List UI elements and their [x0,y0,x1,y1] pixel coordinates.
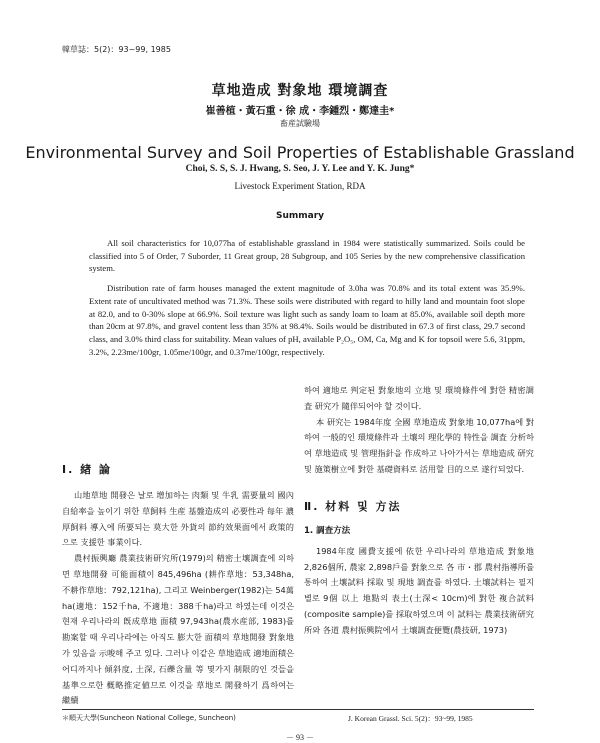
intro-paragraph-4: 本 研究는 1984年度 全國 草地造成 對象地 10,077ha에 對하여 一般的인 環境條件과 土壤의 理化學的 特性을 調査 分析하여 草地造成 및 管理指針을 作成하고 나아가서는 草地造成 研究 및 施策樹立에 對한 基礎資料로 活用할 目的으로 遂行되었다. [304,416,534,474]
page-number: － 93 － [286,733,314,742]
materials-heading: Ⅱ. 材料 및 方法 [304,499,402,513]
footer-journal-reference: J. Korean Grassl. Sci. 5(2)：93~99, 1985 [348,714,473,723]
right-column [304,383,534,639]
summary-heading: Summary [275,211,325,221]
methods-paragraph-1: 1984年度 國費支援에 依한 우리나라의 草地造成 對象地 2,826個所, 農家 2,898戶를 對象으로 各 市・郡 農村指導所를 통하여 土壤試料 採取 및 現地 調査를 하였다. 土壤試料는 필지별로 9個 以上 地點의 表土(土深< 10cm)에 對한 複合試料(composite sample)를 採取하였으며 이 試料는 農業技術研究所와 各道 農村振興院에서 土壤調査便覽(農技研, 1973) [304,545,534,635]
summary-paragraph-1: All soil characteristics for 10,077ha of establishable grassland in 1984 were statistically summarized. Soils could be classified into 5 of Order, 7 Suborder, 11 Great group, 28 Subgroup, and 105 Series by the new comprehensive classification system. [89,238,525,274]
journal-reference: 韓草誌：5(2)：93~99, 1985 [62,45,171,54]
english-title: Environmental Survey and Soil Properties of Establishable Grassland [25,143,575,162]
english-authors: Choi, S. S, S. J. Hwang, S. Seo, J. Y. Lee and Y. K. Jung* [185,164,415,174]
survey-method-subheading: 1. 調査方法 [304,525,351,536]
intro-paragraph-1: 山地草地 開發은 날로 增加하는 肉類 및 牛乳 需要量의 國內 自給率을 높이기 위한 草飼料 生産 基盤造成의 必要性과 每年 濃厚飼料 導入에 所要되는 莫大한 外貨의 節約效果面에서 政策的으로 支援한 事業이다. [62,490,294,548]
english-institution: Livestock Experiment Station, RDA [234,181,366,191]
intro-paragraph-3: 하여 適地로 判定된 對象地의 立地 및 環境條件에 對한 精密調査 研究가 隨伴되어야 할 것이다. [304,385,534,411]
korean-institution: 畜産試驗場 [280,119,320,128]
korean-authors: 崔善植・黃石重・徐 成・李鍾烈・鄭達圭* [205,106,395,117]
summary-paragraph-2: Distribution rate of farm houses managed the extent magnitude of 3.0ha was 70.8% and its total extent was 35.9%. Extent rate of uncultivated method was 71.3%. These soils were distributed with regard to hilly land and mountain foot slope at 82.0, and to 0-30% slope at 66.9%. Soil texture was light such as sandy loam to loam at 85.0%, available soil depth more than 20cm at 97.8%, and gravel content less than 35% at 98.4%. Soils would be distributed in 67.3 of first class, 29.7 second class, and 3.0% third class for suitability. Mean values of pH, available P₂O₅, OM, Ca, Mg and K for topsoil were 5.6, 31ppm, 3.2%, 2.23me/100gr, 1.05me/100gr, and 0.37me/100gr, respectively. [89,283,525,357]
intro-paragraph-2: 農村振興廳 農業技術研究所(1979)의 精密土壤調査에 의하면 草地開發 可能面積이 845,496ha (耕作草地：53,348ha, 不耕作草地：792,121ha), 그리고 Weinberger(1982)는 54萬ha(適地：152千ha, 不適地：388千ha)라고 하였는데 이것은 현재 우리나라의 旣成草地 面積 97,943ha(農水産部, 1983)를 勘案할 때 우리나라에는 아직도 膨大한 面積의 草地開發 對象地가 있음을 示唆해 주고 있다. 그러나 이같은 草地造成 適地面積은 어디까지나 傾斜度, 土深, 石礫含量 等 몇가지 制限的인 것들을 基準으로한 概略推定値므로 이것을 草地로 開發하기 爲하여는 繼續 [62,553,294,706]
introduction-heading: Ⅰ. 緖 論 [62,463,112,476]
footnote: ＊順天大學(Suncheon National College, Suncheon) [62,714,236,722]
left-column [62,461,294,709]
footnote-divider [62,709,534,710]
summary-body [89,237,525,365]
korean-title: 草地造成 對象地 環境調査 [211,83,389,99]
